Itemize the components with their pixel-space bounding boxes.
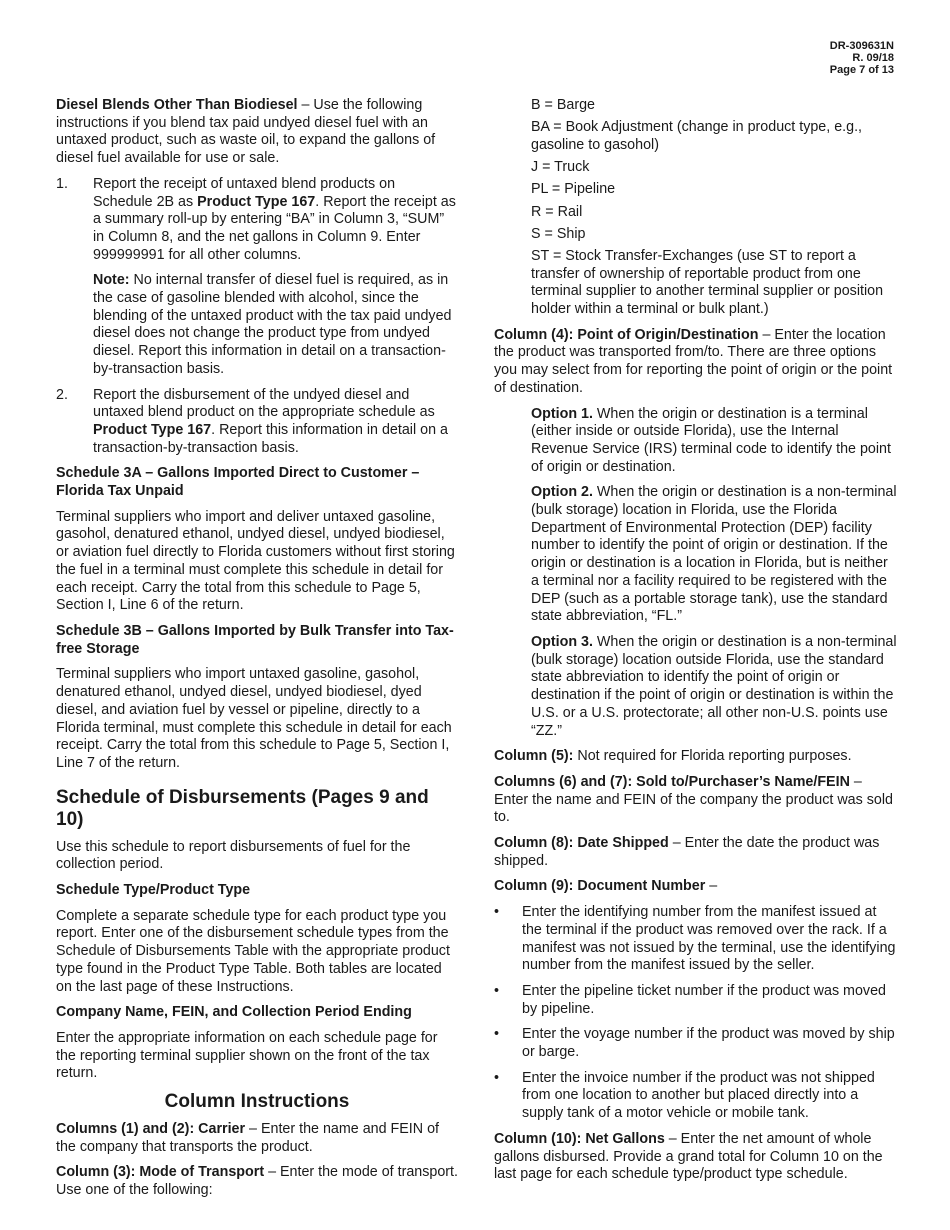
schedule-3b-title: Schedule 3B – Gallons Imported by Bulk Transfer into Tax-free Storage [56, 622, 454, 657]
step-number: 1. [56, 175, 68, 192]
diesel-blends-title: Diesel Blends Other Than Biodiesel [56, 97, 298, 113]
bullet-item: • Enter the identifying number from the manifest issued at the terminal if the product was removed over the rack. If a manifest was not issued by the terminal, use the identifying number from the manifest issued by the seller. [494, 904, 896, 974]
option-3: Option 3. When the origin or destination is a non-terminal (bulk storage) location outside Florida, use the standard state abbreviation to identify the point of origin or destination if the point of origin or destination is within the U.S. or a U.S. protectorate; all other non-U.S. points use “ZZ.” [531, 633, 897, 739]
note-label: Note: [93, 272, 130, 289]
step-1: 1. Report the receipt of untaxed blend products on Schedule 2B as Product Type 167. Report the receipt as a summary roll-up by entering “BA” in Column 3, “SUM” in Column 8, and the net gallons in Column 9. Enter 999999991 for all other columns. [56, 175, 456, 263]
transport-code: B = Barge [531, 97, 595, 113]
transport-code: ST = Stock Transfer-Exchanges (use ST to report a transfer of ownership of reportable product from one terminal supplier to another terminal supplier or position holder within a terminal or bulk plant.) [531, 247, 884, 318]
bullet-item: • Enter the invoice number if the product was not shipped from one location to another but placed directly into a supply tank of a motor vehicle or mobile tank. [494, 1069, 875, 1122]
left-column [56, 97, 458, 1208]
transport-code: PL = Pipeline [531, 181, 616, 198]
disbursements-text: Use this schedule to report disbursements of fuel for the collection period. [56, 838, 411, 873]
column-5: Column (5): Not required for Florida reporting purposes. [494, 748, 852, 765]
form-header [830, 40, 894, 76]
bullet-icon: • [494, 1026, 500, 1043]
disbursements-heading: Schedule of Disbursements (Pages 9 and 10) [56, 786, 429, 830]
schedule-type-title: Schedule Type/Product Type [56, 882, 251, 899]
step-2: 2. Report the disbursement of the undyed diesel and untaxed blend product on the appropriate schedule as Product Type 167. Report this information in detail on a transaction-by-transaction basis. [56, 386, 448, 456]
bullet-icon: • [494, 982, 500, 999]
bullet-item: • Enter the voyage number if the product was moved by ship or barge. [494, 1026, 895, 1061]
transport-code: R = Rail [531, 203, 583, 220]
step-number: 2. [56, 386, 68, 403]
schedule-3b-text: Terminal suppliers who import untaxed gasoline, gasohol, denatured ethanol, undyed diesel, undyed biodiesel, dyed diesel, and aviation fuel by vessel or pipeline, directly to a Florida terminal, must complete this schedule in detail for each receipt. Carry the total from this schedule to Page 5, Section I, Line 7 of the return. [56, 666, 452, 771]
bullet-item: • Enter the pipeline ticket number if the product was moved by pipeline. [494, 982, 886, 1017]
form-number: DR-309631N [829, 40, 894, 52]
schedule-3a-title: Schedule 3A – Gallons Imported Direct to Customer – Florida Tax Unpaid [56, 465, 420, 500]
columns-1-2-carrier: Columns (1) and (2): Carrier – Enter the name and FEIN of the company that transports the product. [56, 1121, 439, 1155]
bullet-icon: • [494, 904, 500, 921]
form-revision: R. 09/18 [852, 52, 894, 64]
schedule-type-text: Complete a separate schedule type for each product type you report. Enter one of the disbursement schedule types from the Schedule of Disbursements Table with the appropriate product type found in the Product Type Table. Both tables are located on the last page of these Instructions. [56, 907, 450, 995]
column-9-document: Column (9): Document Number – [494, 878, 718, 895]
note-paragraph: Note: No internal transfer of diesel fuel is required, as in the case of gasoline blended with alcohol, since the blending of the untaxed product with the tax paid undyed diesel does not change the product type from undyed diesel. Report this information in detail on a transaction-by-transaction basis. [93, 272, 452, 377]
company-info-text: Enter the appropriate information on each schedule page for the reporting terminal supplier shown on the front of the tax return. [56, 1029, 438, 1082]
transport-code: BA = Book Adjustment (change in product type, e.g., gasoline to gasohol) [531, 119, 863, 153]
transport-code: S = Ship [531, 225, 586, 242]
company-info-title: Company Name, FEIN, and Collection Period Ending [56, 1004, 412, 1021]
column-4-origin: Column (4): Point of Origin/Destination – Enter the location the product was transported from/to. There are three options you may select from for reporting the point of origin or the point of destination. [494, 326, 893, 396]
transport-code: J = Truck [531, 159, 590, 176]
right-column [494, 97, 898, 1192]
column-8-date: Column (8): Date Shipped – Enter the date the product was shipped. [494, 835, 880, 869]
option-2: Option 2. When the origin or destination is a non-terminal (bulk storage) location in Florida, use the Florida Department of Environmental Protection (DEP) facility number to identify the point of origin or destination. If the origin or destination is a location in Florida, but is neither a terminal nor a facility required to be registered with the DEP (such as a portable storage tank), use the standard state abbreviation, “FL.” [531, 484, 897, 625]
columns-6-7-purchaser: Columns (6) and (7): Sold to/Purchaser’s Name/FEIN – Enter the name and FEIN of the company the product was sold to. [494, 773, 893, 826]
option-1: Option 1. When the origin or destination is a terminal (either inside or outside Florida), use the Internal Revenue Service (IRS) terminal code to identify the point of origin or destination. [531, 405, 891, 475]
schedule-3a-text: Terminal suppliers who import and deliver untaxed gasoline, gasohol, denatured ethanol, undyed diesel, undyed biodiesel, or aviation fuel directly to Florida customers without first storing the fuel in a terminal must complete this schedule in detail for each receipt. Carry the total from this schedule to Page 5, Section I, Line 6 of the return. [56, 508, 455, 614]
column-10-net-gallons: Column (10): Net Gallons – Enter the net amount of whole gallons disbursed. Provide a grand total for Column 10 on the last page for each schedule type/product type schedule. [494, 1130, 883, 1183]
column-instructions-heading: Column Instructions [164, 1091, 350, 1113]
diesel-blends-intro: Diesel Blends Other Than Biodiesel – Use the following instructions if you blend tax paid undyed diesel fuel with an untaxed product, such as waste oil, to expand the gallons of diesel fuel available for use or sale. [56, 97, 436, 167]
page-number: Page 7 of 13 [829, 64, 894, 76]
bullet-icon: • [494, 1069, 500, 1086]
column-3-mode: Column (3): Mode of Transport – Enter the mode of transport. Use one of the following: [56, 1164, 459, 1199]
